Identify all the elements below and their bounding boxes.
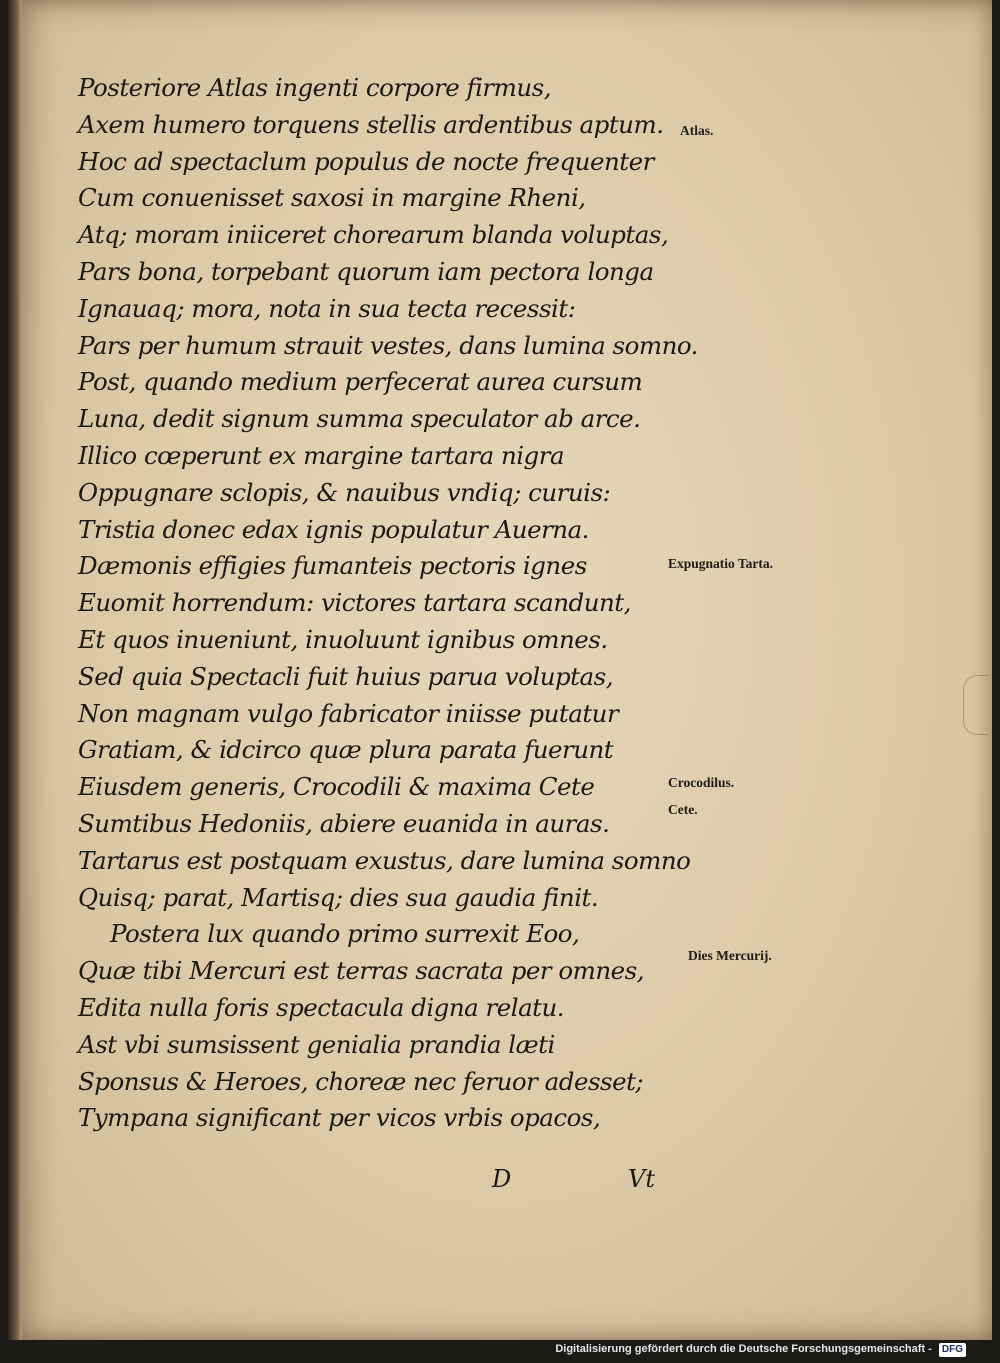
verse-line: Tristia donec edax ignis populatur Auerna. (78, 514, 589, 544)
verse-line: Tympana significant per vicos vrbis opacos, (78, 1103, 601, 1133)
verse-line: Dæmonis effigies fumanteis pectoris ignes (78, 551, 587, 581)
verse-line: Axem humero torquens stellis ardentibus aptum. (78, 109, 664, 139)
verse-line: Ast vbi sumsissent genialia prandia læti (78, 1029, 555, 1059)
verse-line: Sumtibus Hedoniis, abiere euanida in auras. (78, 808, 610, 838)
marginal-note-crocodilus: Crocodilus. (668, 775, 735, 790)
book-page (8, 0, 992, 1340)
marginal-note-cete: Cete. (668, 802, 698, 817)
marginal-note-expugnatio: Expugnatio Tarta. (668, 556, 774, 571)
verse-line: Pars per humum strauit vestes, dans lumina somno. (78, 330, 698, 360)
verse-text (78, 70, 698, 1137)
verse-line: Postera lux quando primo surrexit Eoo, (110, 919, 580, 949)
verse-line: Non magnam vulgo fabricator iniisse putatur (78, 698, 619, 728)
verse-line: Illico cœperunt ex margine tartara nigra (78, 440, 565, 470)
verse-line: Post, quando medium perfecerat aurea cursum (78, 367, 643, 397)
verse-line: Edita nulla foris spectacula digna relatu. (78, 992, 565, 1022)
verse-line: Sponsus & Heroes, choreæ nec feruor adesset; (78, 1066, 644, 1096)
verse-line: Luna, dedit signum summa speculator ab arce. (78, 404, 641, 434)
verse-line: Atq; moram iniiceret chorearum blanda voluptas, (78, 220, 669, 250)
signature-mark: D (492, 1165, 512, 1193)
binding-gutter (8, 0, 22, 1340)
verse-line: Quisq; parat, Martisq; dies sua gaudia finit. (78, 882, 599, 912)
verse-line: Tartarus est postquam exustus, dare lumina somno (78, 845, 691, 875)
marginal-note-dies-mercurii: Dies Mercurij. (688, 948, 772, 963)
verse-line: Eiusdem generis, Crocodili & maxima Cete (78, 772, 595, 802)
catchword: Vt (628, 1165, 655, 1193)
verse-line: Cum conuenisset saxosi in margine Rheni, (78, 183, 586, 213)
page-clip-mark (963, 675, 988, 735)
dfg-logo: DFG (939, 1343, 966, 1357)
verse-line: Posteriore Atlas ingenti corpore firmus, (78, 73, 552, 102)
verse-line: Quæ tibi Mercuri est terras sacrata per omnes, (78, 956, 645, 986)
digitization-credit (555, 1343, 966, 1357)
verse-line: Oppugnare sclopis, & nauibus vndiq; curuis: (78, 477, 611, 507)
verse-line: Pars bona, torpebant quorum iam pectora longa (78, 256, 654, 286)
verse-line: Euomit horrendum: victores tartara scandunt, (78, 588, 631, 618)
verse-line: Hoc ad spectaclum populus de nocte frequenter (78, 146, 654, 176)
verse-line: Ignauaq; mora, nota in sua tecta recessit: (78, 293, 576, 323)
verse-line: Et quos inueniunt, inuoluunt ignibus omnes. (78, 624, 608, 654)
verse-line: Sed quia Spectacli fuit huius parua voluptas, (78, 661, 613, 691)
credit-text: Digitalisierung gefördert durch die Deutsche Forschungsgemeinschaft - (555, 1343, 932, 1355)
marginal-note-atlas: Atlas. (680, 123, 714, 138)
verse-line: Gratiam, & idcirco quæ plura parata fuerunt (78, 735, 614, 765)
